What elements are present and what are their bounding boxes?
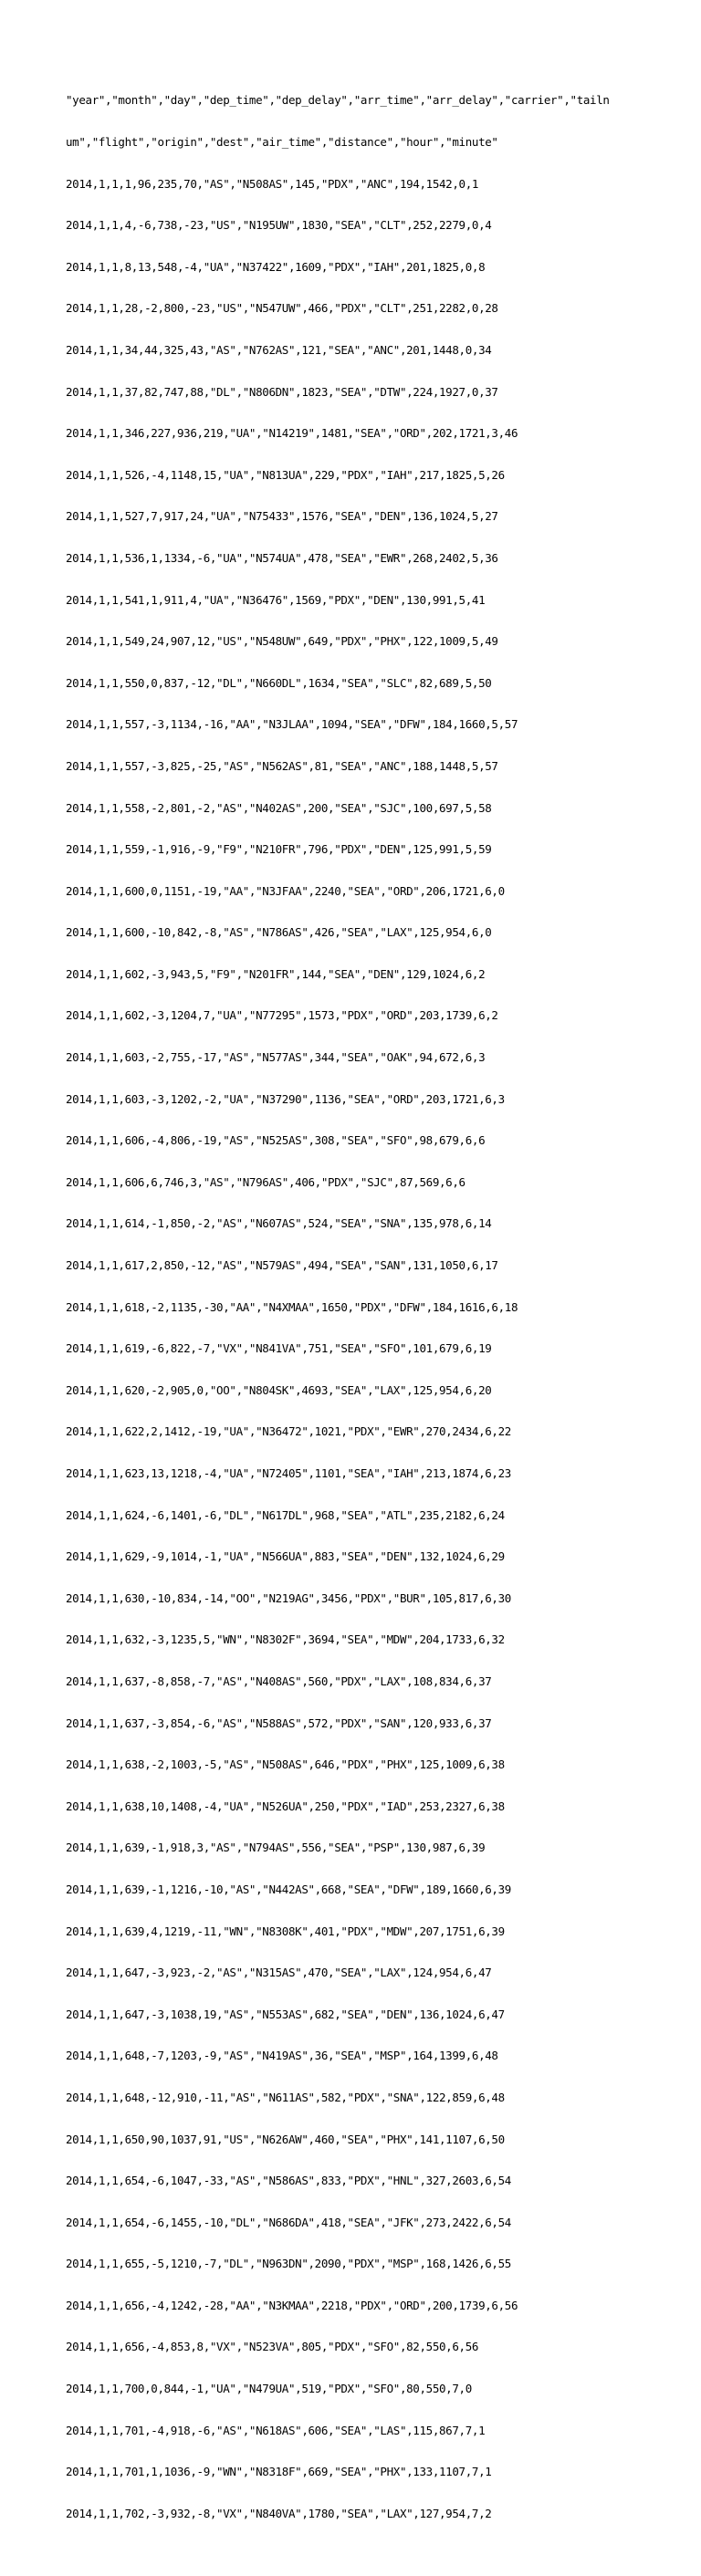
csv-data-line: 2014,1,1,700,0,844,-1,"UA","N479UA",519,"PDX","SFO",80,550,7,0 xyxy=(66,2382,472,2396)
csv-data-line: 2014,1,1,654,-6,1047,-33,"AS","N586AS",833,"PDX","HNL",327,2603,6,54 xyxy=(66,2174,511,2188)
csv-data-line: 2014,1,1,558,-2,801,-2,"AS","N402AS",200,"SEA","SJC",100,697,5,58 xyxy=(66,800,492,815)
csv-data-line: 2014,1,1,559,-1,916,-9,"F9","N210FR",796,"PDX","DEN",125,991,5,59 xyxy=(66,842,492,857)
csv-data-line: 2014,1,1,656,-4,853,8,"VX","N523VA",805,"PDX","SFO",82,550,6,56 xyxy=(66,2340,479,2354)
csv-data-line xyxy=(66,2548,650,2561)
csv-data-line: 2014,1,1,602,-3,1204,7,"UA","N77295",1573,"PDX","ORD",203,1739,6,2 xyxy=(66,1008,498,1023)
csv-data-line: 2014,1,1,541,1,911,4,"UA","N36476",1569,"PDX","DEN",130,991,5,41 xyxy=(66,592,486,607)
csv-data-line: 2014,1,1,34,44,325,43,"AS","N762AS",121,"SEA","ANC",201,1448,0,34 xyxy=(66,342,492,357)
csv-data-line: 2014,1,1,557,-3,825,-25,"AS","N562AS",81,"SEA","ANC",188,1448,5,57 xyxy=(66,758,498,773)
csv-data-line: 2014,1,1,600,-10,842,-8,"AS","N786AS",426,"SEA","LAX",125,954,6,0 xyxy=(66,925,492,940)
csv-data-line: 2014,1,1,620,-2,905,0,"OO","N804SK",4693,"SEA","LAX",125,954,6,20 xyxy=(66,1382,492,1397)
csv-data-line: 2014,1,1,603,-3,1202,-2,"UA","N37290",1136,"SEA","ORD",203,1721,6,3 xyxy=(66,1091,505,1106)
csv-text-document xyxy=(66,66,650,2576)
csv-data-line: 2014,1,1,638,10,1408,-4,"UA","N526UA",250,"PDX","IAD",253,2327,6,38 xyxy=(66,1799,505,1813)
csv-data-line: 2014,1,1,37,82,747,88,"DL","N806DN",1823,"SEA","DTW",224,1927,0,37 xyxy=(66,384,498,399)
csv-data-line: 2014,1,1,550,0,837,-12,"DL","N660DL",1634,"SEA","SLC",82,689,5,50 xyxy=(66,675,492,690)
csv-data-line: 2014,1,1,602,-3,943,5,"F9","N201FR",144,"SEA","DEN",129,1024,6,2 xyxy=(66,966,486,981)
csv-data-line: 2014,1,1,557,-3,1134,-16,"AA","N3JLAA",1094,"SEA","DFW",184,1660,5,57 xyxy=(66,717,518,732)
csv-data-line: 2014,1,1,632,-3,1235,5,"WN","N8302F",3694,"SEA","MDW",204,1733,6,32 xyxy=(66,1632,505,1647)
csv-data-line: 2014,1,1,701,-4,918,-6,"AS","N618AS",606,"SEA","LAS",115,867,7,1 xyxy=(66,2423,486,2437)
csv-data-line: 2014,1,1,618,-2,1135,-30,"AA","N4XMAA",1650,"PDX","DFW",184,1616,6,18 xyxy=(66,1299,518,1314)
csv-data-line: 2014,1,1,606,6,746,3,"AS","N796AS",406,"PDX","SJC",87,569,6,6 xyxy=(66,1174,466,1189)
csv-data-line: 2014,1,1,650,90,1037,91,"US","N626AW",460,"SEA","PHX",141,1107,6,50 xyxy=(66,2132,505,2146)
csv-data-line: 2014,1,1,536,1,1334,-6,"UA","N574UA",478,"SEA","EWR",268,2402,5,36 xyxy=(66,550,498,565)
csv-header-line-continued: um","flight","origin","dest","air_time","distance","hour","minute" xyxy=(66,135,498,149)
csv-data-line: 2014,1,1,656,-4,1242,-28,"AA","N3KMAA",2218,"PDX","ORD",200,1739,6,56 xyxy=(66,2298,518,2312)
csv-data-line: 2014,1,1,527,7,917,24,"UA","N75433",1576,"SEA","DEN",136,1024,5,27 xyxy=(66,509,498,524)
csv-data-line: 2014,1,1,702,-3,932,-8,"VX","N840VA",1780,"SEA","LAX",127,954,7,2 xyxy=(66,2506,492,2520)
csv-data-line: 2014,1,1,639,-1,1216,-10,"AS","N442AS",668,"SEA","DFW",189,1660,6,39 xyxy=(66,1882,511,1896)
csv-data-line: 2014,1,1,639,4,1219,-11,"WN","N8308K",401,"PDX","MDW",207,1751,6,39 xyxy=(66,1924,505,1938)
csv-data-line: 2014,1,1,603,-2,755,-17,"AS","N577AS",344,"SEA","OAK",94,672,6,3 xyxy=(66,1050,486,1065)
csv-data-line: 2014,1,1,624,-6,1401,-6,"DL","N617DL",968,"SEA","ATL",235,2182,6,24 xyxy=(66,1507,505,1522)
csv-data-line: 2014,1,1,600,0,1151,-19,"AA","N3JFAA",2240,"SEA","ORD",206,1721,6,0 xyxy=(66,883,505,898)
csv-data-line: 2014,1,1,701,1,1036,-9,"WN","N8318F",669,"SEA","PHX",133,1107,7,1 xyxy=(66,2465,492,2479)
csv-data-line: 2014,1,1,629,-9,1014,-1,"UA","N566UA",883,"SEA","DEN",132,1024,6,29 xyxy=(66,1549,505,1564)
csv-data-line: 2014,1,1,637,-8,858,-7,"AS","N408AS",560,"PDX","LAX",108,834,6,37 xyxy=(66,1674,492,1688)
csv-data-line: 2014,1,1,4,-6,738,-23,"US","N195UW",1830,"SEA","CLT",252,2279,0,4 xyxy=(66,218,492,233)
csv-data-line: 2014,1,1,8,13,548,-4,"UA","N37422",1609,"PDX","IAH",201,1825,0,8 xyxy=(66,259,486,274)
csv-data-line: 2014,1,1,647,-3,1038,19,"AS","N553AS",682,"SEA","DEN",136,1024,6,47 xyxy=(66,2007,505,2021)
csv-data-line: 2014,1,1,617,2,850,-12,"AS","N579AS",494,"SEA","SAN",131,1050,6,17 xyxy=(66,1258,498,1273)
csv-data-line: 2014,1,1,648,-12,910,-11,"AS","N611AS",582,"PDX","SNA",122,859,6,48 xyxy=(66,2090,505,2104)
csv-data-line: 2014,1,1,614,-1,850,-2,"AS","N607AS",524,"SEA","SNA",135,978,6,14 xyxy=(66,1216,492,1231)
csv-data-line: 2014,1,1,606,-4,806,-19,"AS","N525AS",308,"SEA","SFO",98,679,6,6 xyxy=(66,1133,486,1148)
csv-data-line: 2014,1,1,622,2,1412,-19,"UA","N36472",1021,"PDX","EWR",270,2434,6,22 xyxy=(66,1424,511,1439)
csv-data-line: 2014,1,1,647,-3,923,-2,"AS","N315AS",470,"SEA","LAX",124,954,6,47 xyxy=(66,1966,492,1980)
csv-data-line: 2014,1,1,637,-3,854,-6,"AS","N588AS",572,"PDX","SAN",120,933,6,37 xyxy=(66,1716,492,1730)
csv-data-line: 2014,1,1,648,-7,1203,-9,"AS","N419AS",36,"SEA","MSP",164,1399,6,48 xyxy=(66,2049,498,2063)
csv-data-line: 2014,1,1,654,-6,1455,-10,"DL","N686DA",418,"SEA","JFK",273,2422,6,54 xyxy=(66,2215,511,2229)
csv-data-line: 2014,1,1,623,13,1218,-4,"UA","N72405",1101,"SEA","IAH",213,1874,6,23 xyxy=(66,1466,511,1480)
csv-data-line: 2014,1,1,28,-2,800,-23,"US","N547UW",466,"PDX","CLT",251,2282,0,28 xyxy=(66,301,498,316)
csv-data-line: 2014,1,1,638,-2,1003,-5,"AS","N508AS",646,"PDX","PHX",125,1009,6,38 xyxy=(66,1757,505,1772)
csv-data-line: 2014,1,1,1,96,235,70,"AS","N508AS",145,"PDX","ANC",194,1542,0,1 xyxy=(66,176,479,191)
csv-header-line: "year","month","day","dep_time","dep_delay","arr_time","arr_delay","carrier","tailn xyxy=(66,93,610,108)
csv-data-line: 2014,1,1,526,-4,1148,15,"UA","N813UA",229,"PDX","IAH",217,1825,5,26 xyxy=(66,467,505,482)
csv-data-line: 2014,1,1,655,-5,1210,-7,"DL","N963DN",2090,"PDX","MSP",168,1426,6,55 xyxy=(66,2257,511,2271)
csv-data-line: 2014,1,1,346,227,936,219,"UA","N14219",1481,"SEA","ORD",202,1721,3,46 xyxy=(66,426,518,441)
csv-data-line: 2014,1,1,639,-1,918,3,"AS","N794AS",556,"SEA","PSP",130,987,6,39 xyxy=(66,1841,486,1855)
csv-data-line: 2014,1,1,619,-6,822,-7,"VX","N841VA",751,"SEA","SFO",101,679,6,19 xyxy=(66,1341,492,1356)
csv-data-line: 2014,1,1,549,24,907,12,"US","N548UW",649,"PDX","PHX",122,1009,5,49 xyxy=(66,634,498,649)
csv-data-line: 2014,1,1,630,-10,834,-14,"OO","N219AG",3456,"PDX","BUR",105,817,6,30 xyxy=(66,1590,511,1605)
